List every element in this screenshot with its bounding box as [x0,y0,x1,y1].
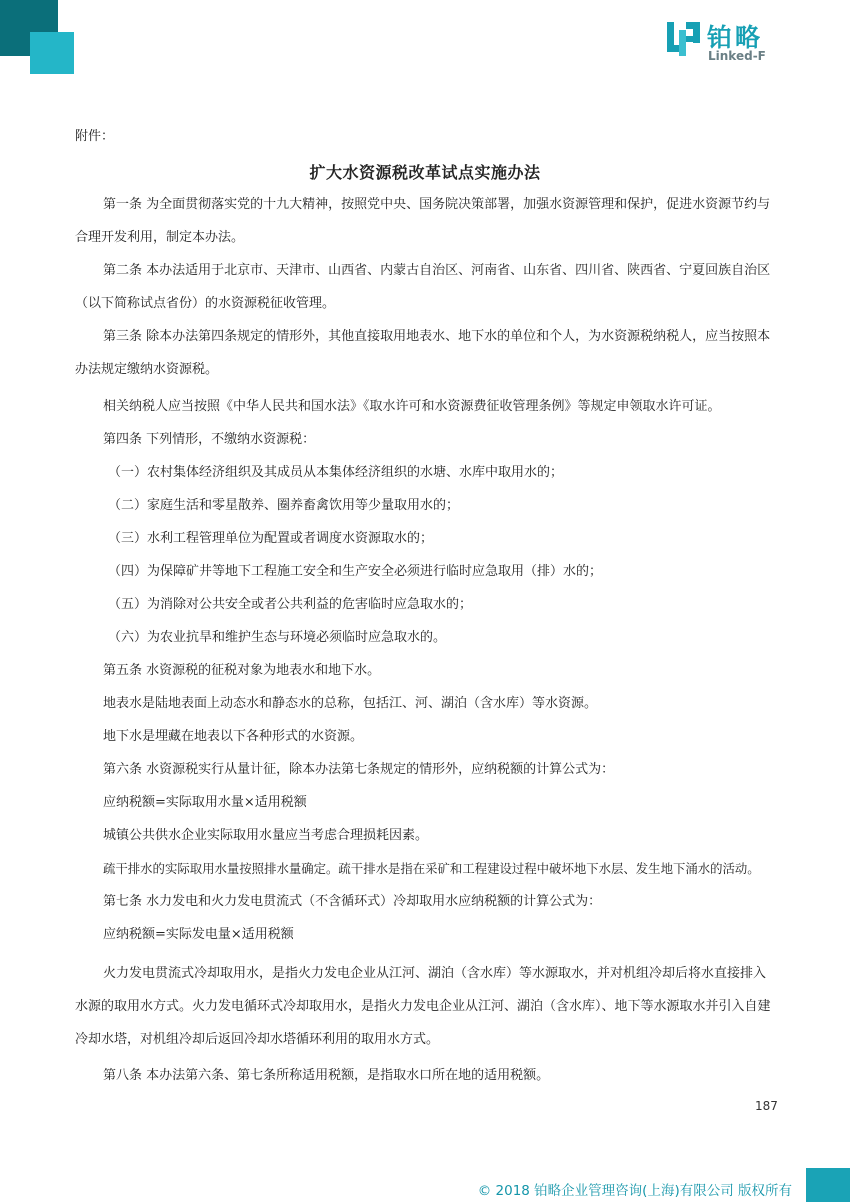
attachment-label: 附件： [75,129,115,144]
tax-formula-water: 应纳税额=实际取用水量×适用税额 [103,795,307,810]
cooling-water-definition: 火力发电贯流式冷却取用水，是指火力发电企业从江河、湖泊（含水库）等水源取水，并对机组冷却后将水直接排入水源的取用水方式。火力发电循环式冷却取用水，是指火力发电企业从江河、湖泊（含水库）、地下等水源取水并引入自建冷却水塔，对机组冷却后返回冷却水塔循环利用的取用水方式。 [75,966,771,1047]
logo-mark-icon [667,22,701,58]
article-8-line: 第八条 本办法第六条、第七条所称适用税额，是指取水口所在地的适用税额。 [103,1068,550,1083]
footer-copyright: © 2018 铂略企业管理咨询(上海)有限公司 版权所有 [477,1183,792,1199]
exemption-item-2: （二）家庭生活和零星散养、圈养畜禽饮用等少量取用水的； [108,498,460,513]
article-3-paragraph: 第三条 除本办法第四条规定的情形外，其他直接取用地表水、地下水的单位和个人，为水资源税纳税人，应当按照本办法规定缴纳水资源税。 [75,329,771,377]
corner-decoration-light [30,32,74,74]
article-5-line: 第五条 水资源税的征税对象为地表水和地下水。 [103,663,381,678]
document-title: 扩大水资源税改革试点实施办法 [309,163,541,182]
urban-water-supply-line: 城镇公共供水企业实际取用水量应当考虑合理损耗因素。 [103,828,429,843]
exemption-item-5: （五）为消除对公共安全或者公共利益的危害临时应急取水的； [108,597,473,612]
groundwater-definition: 地下水是埋藏在地表以下各种形式的水资源。 [103,729,364,744]
page-number: 187 [755,1099,778,1113]
logo-english-text: Linked-F [708,49,766,63]
exemption-item-3: （三）水利工程管理单位为配置或者调度水资源取水的； [108,531,434,546]
article-4-heading: 第四条 下列情形，不缴纳水资源税： [103,432,316,447]
footer-decoration [806,1168,850,1202]
exemption-item-6: （六）为农业抗旱和维护生态与环境必须临时应急取水的。 [108,630,447,645]
surface-water-definition: 地表水是陆地表面上动态水和静态水的总称，包括江、河、湖泊（含水库）等水资源。 [103,696,598,711]
brand-logo [667,18,797,66]
article-6-line: 第六条 水资源税实行从量计征，除本办法第七条规定的情形外，应纳税额的计算公式为： [103,762,615,777]
exemption-item-1: （一）农村集体经济组织及其成员从本集体经济组织的水塘、水库中取用水的； [108,465,564,480]
logo-chinese-text: 铂略 [707,23,764,52]
article-1-paragraph: 第一条 为全面贯彻落实党的十九大精神，按照党中央、国务院决策部署，加强水资源管理和保护，促进水资源节约与合理开发利用，制定本办法。 [75,197,771,245]
permit-requirement-line: 相关纳税人应当按照《中华人民共和国水法》《取水许可和水资源费征收管理条例》等规定申领取水许可证。 [103,399,721,414]
drainage-line: 疏干排水的实际取用水量按照排水量确定。疏干排水是指在采矿和工程建设过程中破坏地下水层、发生地下涌水的活动。 [103,861,760,876]
exemption-item-4: （四）为保障矿井等地下工程施工安全和生产安全必须进行临时应急取用（排）水的； [108,564,603,579]
article-7-line: 第七条 水力发电和火力发电贯流式（不含循环式）冷却取用水应纳税额的计算公式为： [103,894,602,909]
article-2-paragraph: 第二条 本办法适用于北京市、天津市、山西省、内蒙古自治区、河南省、山东省、四川省、陕西省、宁夏回族自治区（以下简称试点省份）的水资源税征收管理。 [75,263,771,311]
tax-formula-power: 应纳税额=实际发电量×适用税额 [103,927,294,942]
